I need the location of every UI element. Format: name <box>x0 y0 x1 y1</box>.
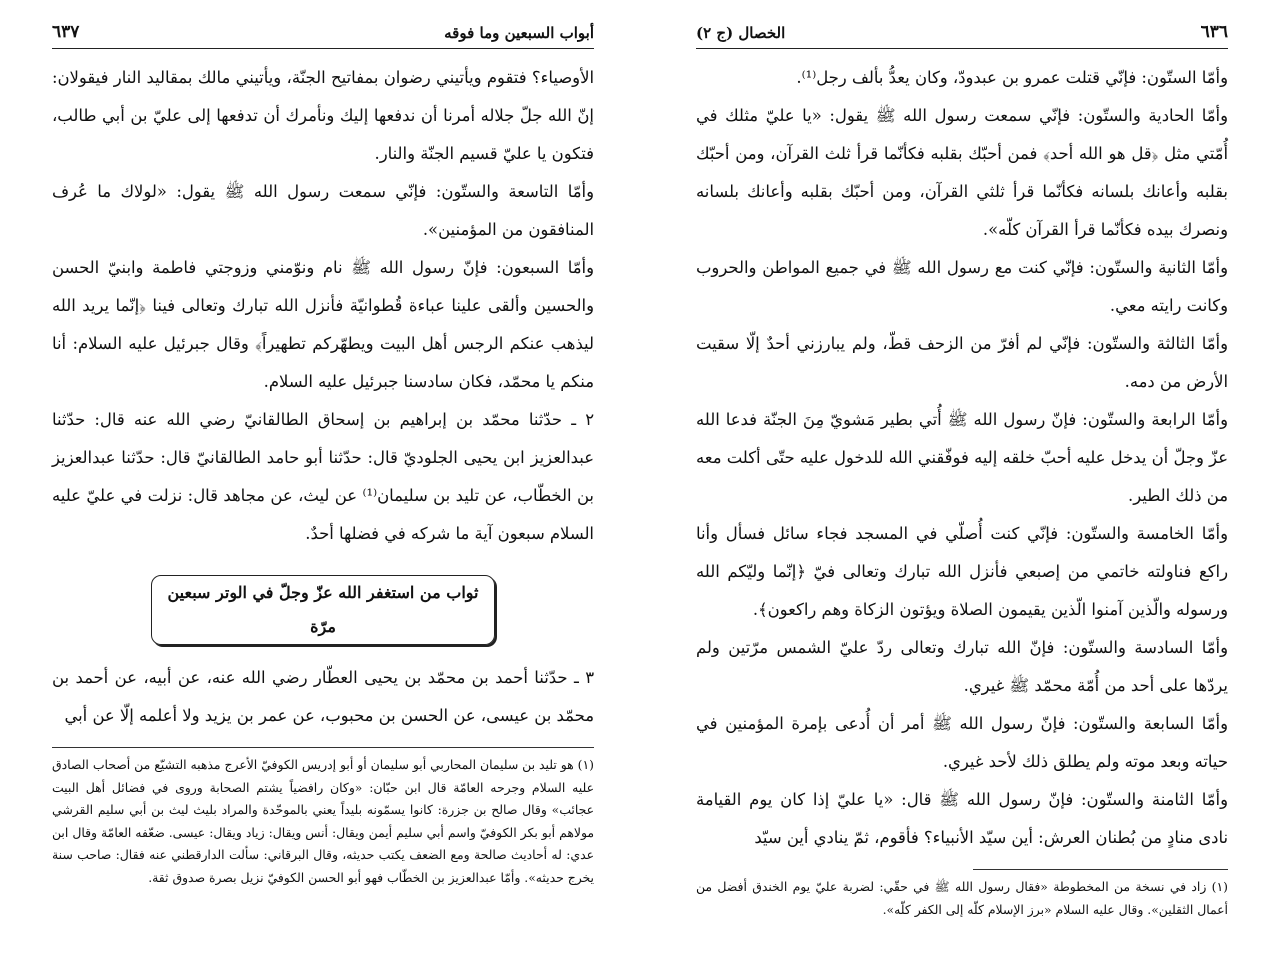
paragraph: وأمّا الرابعة والستّون: فإنّ رسول الله ﷺ أُتي بطير مَشويّ مِنَ الجنّة فدعا الله عزّ وجلّ أن يدخل عليه أحبّ خلقه إليه فوفّقني الله للدخول عليه حتّى أكلت معه من ذلك الطير. <box>696 410 1228 505</box>
section-title-box: ثواب من استغفر الله عزّ وجلّ في الوتر سبعين مرّة <box>151 575 495 645</box>
paragraph: وأمّا الثامنة والستّون: فإنّ رسول الله ﷺ قال: «يا عليّ إذا كان يوم القيامة نادى منادٍ من بُطنان العرش: أين سيّد الأنبياء؟ فأقوم، ثمّ ينادي أين سيّد <box>696 790 1228 847</box>
paragraph: وأمّا الستّون: فإنّي قتلت عمرو بن عبدودّ، وكان يعدُّ بألف رجل⁽¹⁾. <box>796 68 1228 87</box>
paragraph: وأمّا السادسة والستّون: فإنّ الله تبارك وتعالى ردّ عليّ الشمس مرّتين ولم يردّها على أحد من أُمّة محمّد ﷺ غيري. <box>696 638 1228 695</box>
paragraph: وأمّا الخامسة والستّون: فإنّي كنت أُصلّي في المسجد فجاء سائل فسأل وأنا راكع فناولته خاتمي من إصبعي فأنزل الله تبارك وتعالى فيّ ﴿إنّما وليّكم الله ورسوله والّذين آمنوا الّذين يقيمون الصلاة ويؤتون الزكاة وهم راكعون﴾. <box>696 524 1228 619</box>
paragraph: وأمّا الحادية والستّون: فإنّي سمعت رسول الله ﷺ يقول: «يا عليّ مثلك في أُمّتي مثل ﴿قل هو الله أحد﴾ فمن أحبّك بقلبه فكأنّما قرأ ثلث القرآن، ومن أحبّك بقلبه وأعانك بلسانه فكأنّما قرأ ثلثي القرآن، ومن أحبّك بقلبه وأعانك بلسانه ونصرك بيده فكأنّما قرأ القرآن كلّه». <box>696 106 1228 239</box>
paragraph: وأمّا التاسعة والستّون: فإنّي سمعت رسول الله ﷺ يقول: «لولاك ما عُرف المنافقون من المؤمنين». <box>52 182 594 239</box>
paragraph: وأمّا السبعون: فإنّ رسول الله ﷺ نام ونوّمني وزوجتي فاطمة وابنيّ الحسن والحسين وألقى علينا عباءة قُطوانيّة فأنزل الله تبارك وتعالى فينا ﴿إنّما يريد الله ليذهب عنكم الرجس أهل البيت ويطهّركم تطهيراً﴾ وقال جبرئيل عليه السلام: أنا منكم يا محمّد، فكان سادسنا جبرئيل عليه السلام. <box>52 258 594 391</box>
footnote: (١) هو تليد بن سليمان المحاربي أبو سليمان أو أبو إدريس الكوفيّ الأعرج مذهبه التشيّع من أصحاب الصادق عليه السلام وجرحه العامّة قال ابن حبّان: «وكان رافضياً يشتم الصحابة وروى في فضائل أهل البيت عجائب» وقال صالح بن جزرة: كانوا يسمّونه بليداً يعني بالموحّدة والمراد بليث ليث بن أبي سليم القرشي مولاهم أبو بكر الكوفيّ واسم أبي سليم أيمن ويقال: أنس ويقال: زياد ويقال: عيسى. ضعّفه العامّة وقال ابن عدي: له أحاديث صالحة ومع الضعف يكتب حديثه، وقال البرقاني: سألت الدارقطني عنه فقال: صاحب سنة يخرج حديثه». وأمّا عبدالعزيز بن الخطّاب فهو أبو الحسن الكوفيّ نزيل بصرة صدوق ثقة. <box>52 757 594 885</box>
page-number: ٦٣٦ <box>1200 22 1228 42</box>
right-page-body <box>696 59 1228 857</box>
running-title: الخصال (ج ٢) <box>696 24 786 42</box>
left-page-footnotes <box>52 754 594 889</box>
right-page <box>640 0 1280 960</box>
page-number: ٦٣٧ <box>52 22 80 42</box>
footnote-divider <box>973 869 1228 870</box>
paragraph: وأمّا الثانية والستّون: فإنّي كنت مع رسول الله ﷺ في جميع المواطن والحروب وكانت رايته معي. <box>696 258 1228 315</box>
paragraph: ٢ ـ حدّثنا محمّد بن إبراهيم بن إسحاق الطالقانيّ رضي الله عنه قال: حدّثنا عبدالعزيز ابن يحيى الجلوديّ قال: حدّثنا أبو حامد الطالقانيّ قال: حدّثنا عبدالعزيز بن الخطّاب، عن تليد بن سليمان⁽¹⁾ عن ليث، عن مجاهد قال: نزلت في عليّ عليه السلام سبعون آية ما شركه في فضلها أحدٌ. <box>52 410 594 543</box>
footnote: (١) زاد في نسخة من المخطوطة «فقال رسول الله ﷺ في حقّي: لضربة عليّ يوم الخندق أفضل من أعمال الثقلين». وقال عليه السلام «برز الإسلام كلّه إلى الكفر كلّه». <box>696 879 1228 917</box>
running-title: أبواب السبعين وما فوقه <box>444 24 594 42</box>
paragraph: ٣ ـ حدّثنا أحمد بن محمّد بن يحيى العطّار رضي الله عنه، عن أبيه، عن أحمد بن محمّد بن عيسى، عن الحسن بن محبوب، عن عمر بن يزيد ولا أعلمه إلّا عن أبي <box>52 668 594 725</box>
right-page-header <box>696 22 1228 49</box>
paragraph: وأمّا السابعة والستّون: فإنّ رسول الله ﷺ أمر أن أُدعى بإمرة المؤمنين في حياته وبعد موته ولم يطلق ذلك لأحد غيري. <box>696 714 1228 771</box>
right-page-footnotes <box>696 876 1228 921</box>
left-page-header <box>52 22 594 49</box>
paragraph: وأمّا الثالثة والستّون: فإنّي لم أفرّ من الزحف قطّ، ولم يبارزني أحدٌ إلّا سقيت الأرض من دمه. <box>696 334 1228 391</box>
left-page-body <box>52 59 594 735</box>
paragraph: الأوصياء؟ فتقوم ويأتيني رضوان بمفاتيح الجنّة، ويأتيني مالك بمقاليد النار فيقولان: إنّ الله جلّ جلاله أمرنا أن ندفعها إليك ونأمرك أن تدفعها إلى عليّ بن أبي طالب، فتكون يا عليّ قسيم الجنّة والنار. <box>52 68 594 163</box>
footnote-divider <box>52 747 594 748</box>
